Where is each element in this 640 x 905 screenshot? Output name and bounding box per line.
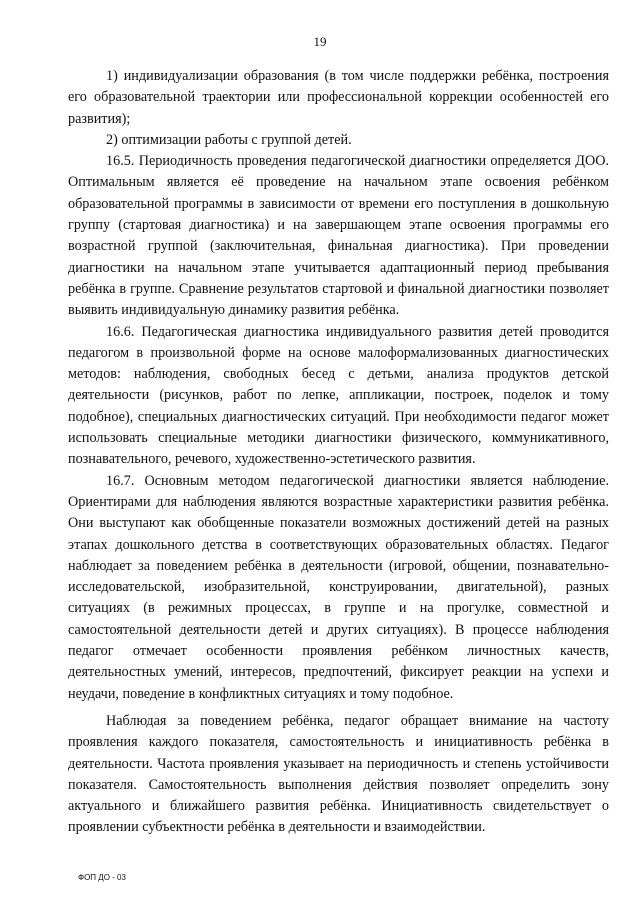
document-body bbox=[68, 66, 609, 839]
paragraph-observation: Наблюдая за поведением ребёнка, педагог обращает внимание на частоту проявления каждого показателя, самостоятельность и инициативность ребёнка в деятельности. Частота проявления указывает на периодичность и степень устойчивости показателя. Самостоятельность выполнения действия позволяет определить зону актуального и ближайшего развития ребёнка. Инициативность свидетельствует о проявлении субъектности ребёнка в деятельности и взаимодействии. bbox=[68, 712, 609, 836]
footer-code: ФОП ДО - 03 bbox=[78, 873, 126, 882]
paragraph-16-5: 16.5. Периодичность проведения педагогической диагностики определяется ДОО. Оптимальным является её проведение на начальном этапе освоения ребёнком образовательной программы в зависимости от времени его поступления в дошкольную группу (стартовая диагностика) и на завершающем этапе освоения программы его возрастной группой (заключительная, финальная диагностика). При проведении диагностики на начальном этапе учитывается адаптационный период пребывания ребёнка в группе. Сравнение результатов стартовой и финальной диагностики позволяет выявить индивидуальную динамику развития ребёнка. bbox=[68, 153, 609, 319]
paragraph-16-7: 16.7. Основным методом педагогической диагностики является наблюдение. Ориентирами для наблюдения являются возрастные характеристики развития ребёнка. Они выступают как обобщенные показатели возможных достижений детей на разных этапах дошкольного детства в соответствующих образовательных областях. Педагог наблюдает за поведением ребёнка в деятельности (игровой, общении, познавательно-исследовательской, изобразительной, конструировании, двигательной), разных ситуациях (в режимных процессах, в группе и на прогулке, совместной и самостоятельной деятельности детей и других ситуациях). В процессе наблюдения педагог отмечает особенности проявления ребёнком личностных качеств, деятельностных умений, интересов, предпочтений, фиксирует реакции на успехи и неудачи, поведение в конфликтных ситуациях и тому подобное. bbox=[68, 472, 609, 702]
paragraph-individualization: 1) индивидуализации образования (в том числе поддержки ребёнка, построения его образовательной траектории или профессиональной коррекции особенностей его развития); bbox=[68, 68, 609, 127]
page-number: 19 bbox=[313, 34, 327, 49]
paragraph-group-optimization: 2) оптимизации работы с группой детей. bbox=[106, 131, 352, 148]
paragraph-16-6: 16.6. Педагогическая диагностика индивидуального развития детей проводится педагогом в произвольной форме на основе малоформализованных диагностических методов: наблюдения, свободных бесед с детьми, анализа продуктов детской деятельности (рисунков, работ по лепке, аппликации, построек, поделок и тому подобное), специальных диагностических ситуаций. При необходимости педагог может использовать специальные методики диагностики физического, коммуникативного, познавательного, речевого, художественно-эстетического развития. bbox=[68, 323, 609, 468]
